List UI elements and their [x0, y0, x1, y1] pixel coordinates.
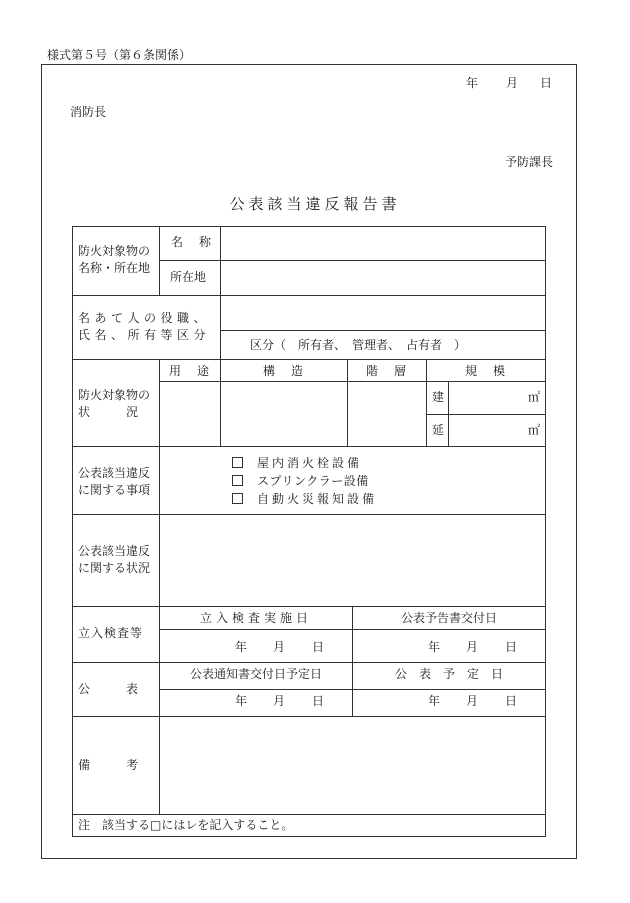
matters-header-line1: 公表該当違反 [78, 466, 151, 480]
col-divider [448, 381, 449, 446]
inspection-date-label: 立入検査実施日 [199, 611, 312, 625]
checklist-item-label: 自動火災報知設備 [257, 492, 378, 506]
checklist-item-label: 屋内消火栓設備 [257, 456, 363, 470]
situation-header-line1: 公表該当違反 [78, 544, 151, 558]
publication-notice-year: 年 [235, 694, 248, 708]
floor-area-unit: ㎡ [528, 423, 541, 437]
date-year-label: 年 [466, 76, 479, 90]
row-divider [72, 662, 546, 663]
row-divider [220, 330, 546, 331]
publication-header: 公 表 [78, 682, 139, 696]
date-day-label: 日 [540, 76, 553, 90]
floor-area-label: 延 [432, 423, 445, 437]
publication-notice-day: 日 [312, 694, 325, 708]
note-text: 注 該当する□にはレを記入すること。 [78, 818, 294, 832]
notice-date-label: 公表通知書交付日予定日 [189, 667, 322, 681]
row-divider [72, 359, 546, 360]
sender: 予防課長 [505, 155, 554, 169]
scheduled-year: 年 [428, 694, 441, 708]
col-divider [220, 226, 221, 295]
checklist-item-label: スプリンクラー設備 [257, 474, 369, 488]
publication-notice-month: 月 [273, 694, 286, 708]
row-divider [426, 414, 546, 415]
row-divider [159, 260, 546, 261]
checkbox[interactable] [232, 457, 243, 468]
row-divider [72, 295, 546, 296]
location-field[interactable] [222, 262, 544, 294]
inspection-year: 年 [235, 640, 248, 654]
name-label: 名 称 [171, 235, 214, 249]
use-label: 用 途 [168, 364, 211, 378]
status-header-line2: 状 況 [78, 405, 139, 419]
row-divider [72, 514, 546, 515]
scheduled-date-label: 公 表 予 定 日 [394, 667, 503, 681]
table-border-bottom [72, 836, 546, 837]
checkbox[interactable] [232, 475, 243, 486]
scale-label: 規 模 [464, 364, 507, 378]
scheduled-month: 月 [466, 694, 479, 708]
col-divider [159, 226, 160, 295]
report-table [72, 226, 546, 837]
notice-year: 年 [428, 640, 441, 654]
notice-month: 月 [466, 640, 479, 654]
situation-field[interactable] [162, 517, 544, 605]
building-area-unit: ㎡ [528, 390, 541, 404]
structure-label: 構 造 [262, 364, 305, 378]
row-divider [72, 606, 546, 607]
row-divider [72, 814, 546, 815]
checkbox[interactable] [232, 493, 243, 504]
remarks-header: 備 考 [78, 758, 139, 772]
checklist-item[interactable] [232, 473, 369, 490]
addressee: 消防長 [70, 105, 107, 119]
row-divider [72, 716, 546, 717]
building-area-label: 建 [432, 390, 445, 404]
table-border-left [72, 226, 73, 837]
floors-label: 階 層 [365, 364, 408, 378]
recipient-field[interactable] [222, 297, 544, 329]
object-header-line2: 名称・所在地 [78, 261, 151, 275]
checklist-item[interactable] [232, 455, 362, 472]
recipient-header-line2: 氏名、所有等区分 [78, 328, 211, 342]
situation-header-line2: に関する状況 [78, 561, 151, 575]
name-field[interactable] [222, 228, 544, 259]
table-border-top [72, 226, 546, 227]
checklist-item[interactable] [232, 491, 377, 508]
col-divider [159, 359, 160, 814]
object-header-line1: 防火対象物の [78, 244, 151, 258]
col-divider [220, 295, 221, 359]
recipient-header-line1: 名あて人の役職、 [78, 311, 211, 325]
form-number-label: 様式第５号（第６条関係） [47, 48, 192, 62]
document-title: 公表該当違反報告書 [229, 195, 401, 213]
status-header-line1: 防火対象物の [78, 388, 151, 402]
remarks-field[interactable] [162, 719, 544, 813]
scheduled-day: 日 [505, 694, 518, 708]
row-divider [72, 446, 546, 447]
inspection-month: 月 [273, 640, 286, 654]
table-border-right [545, 226, 546, 837]
inspection-day: 日 [312, 640, 325, 654]
row-divider [159, 381, 546, 382]
date-month-label: 月 [506, 76, 519, 90]
matters-header-line2: に関する事項 [78, 483, 151, 497]
notice-day: 日 [505, 640, 518, 654]
inspection-header: 立入検査等 [78, 626, 144, 640]
category-options[interactable]: 区分（ 所有者、 管理者、 占有者 ） [250, 338, 467, 352]
location-label: 所在地 [170, 270, 207, 284]
advance-notice-label: 公表予告書交付日 [400, 611, 497, 625]
